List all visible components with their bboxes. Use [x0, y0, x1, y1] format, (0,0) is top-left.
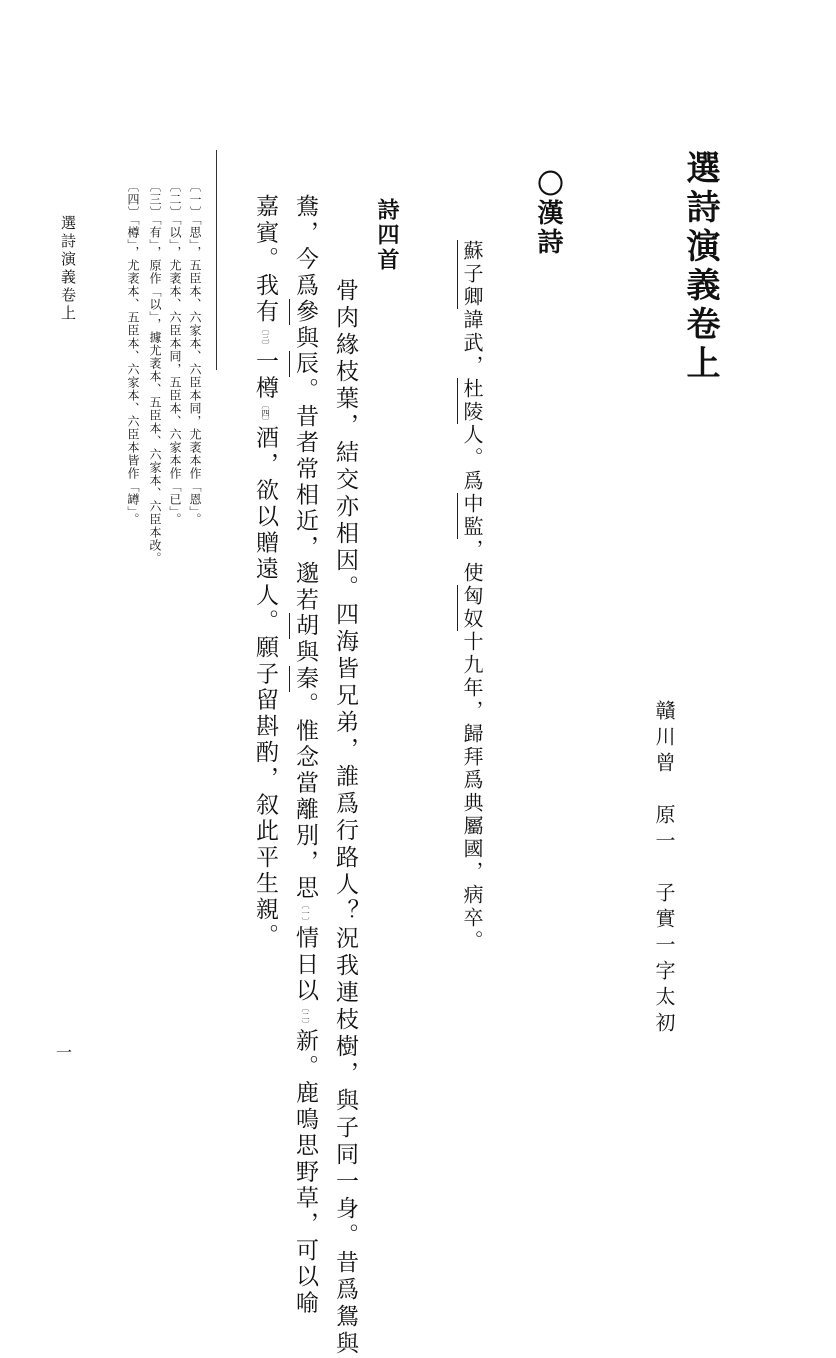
poem-text: 。惟念當離別，思: [292, 691, 318, 902]
proper-noun: 辰: [289, 351, 318, 377]
poem-text: 酒，欲以贈遠人。願子留斟酌，叙此平生親。: [252, 425, 278, 950]
proper-noun: 胡: [289, 613, 318, 639]
footnote-marker-2: 〔二〕: [301, 1004, 310, 1029]
proper-noun: 秦: [289, 666, 318, 692]
page-number: 一: [55, 1043, 72, 1062]
footnote-marker-4: 〔四〕: [261, 401, 270, 426]
footnote-1: 〔一〕「思」，五臣本、六家本、六臣本同，尤袤本作「恩」。: [188, 180, 202, 526]
poem-line-2: [289, 194, 322, 1316]
poem-line-1: [329, 278, 362, 1358]
bio-office: 中監: [457, 493, 484, 539]
footnote-4: 〔四〕「樽」，尤袤本、五臣本、六家本、六臣本皆作「罇」。: [126, 180, 140, 526]
author-bio: [458, 240, 487, 953]
poem-line-3: [249, 194, 282, 949]
bio-text-2: 人。爲: [460, 424, 484, 493]
bio-text-4: 十九年，歸拜爲典屬國，病卒。: [460, 631, 484, 953]
running-head: 選詩演義卷上: [59, 215, 77, 323]
footnote-divider: [216, 150, 217, 370]
book-title: 選詩演義卷上: [680, 150, 720, 384]
footnote-3: 〔三〕「有」，原作「以」，據尤袤本、五臣本、六家本、六臣本改。: [148, 180, 162, 565]
bio-text-1: 諱武，: [460, 309, 484, 378]
poem-text: 骨肉緣枝葉，結交亦相因。四海皆兄弟，誰爲行路人？況我連枝樹，與子同一身。昔爲鴛與: [332, 278, 358, 1358]
poem-title: 詩四首: [374, 198, 400, 273]
footnote-2: 〔二〕「以」，尤袤本、六臣本同，五臣本、六家本作「已」。: [168, 180, 182, 526]
proper-noun: 參: [289, 299, 318, 325]
poem-text: 一樽: [252, 349, 278, 402]
poem-text: 鴦，今爲: [292, 194, 318, 299]
poem-text: 與: [292, 325, 318, 352]
bio-name: 蘇子卿: [457, 240, 484, 309]
bio-country: 匈奴: [457, 585, 484, 631]
footnote-marker-1: 〔一〕: [301, 901, 310, 926]
poem-text: 。昔者常相近，邈若: [292, 377, 318, 614]
poem-text: 嘉賓。我有: [252, 194, 278, 325]
footnote-marker-3: 〔三〕: [261, 325, 270, 349]
poem-text: 情日以: [292, 925, 318, 1005]
section-heading: 〇漢詩: [533, 170, 563, 257]
poem-text: 新。鹿鳴思野草，可以喻: [292, 1028, 318, 1317]
poem-text: 與: [292, 639, 318, 666]
author-line: 贛川曾 原一 子實一字太初: [652, 700, 676, 1038]
bio-place: 杜陵: [457, 378, 484, 424]
bio-text-3: ，使: [460, 539, 484, 585]
